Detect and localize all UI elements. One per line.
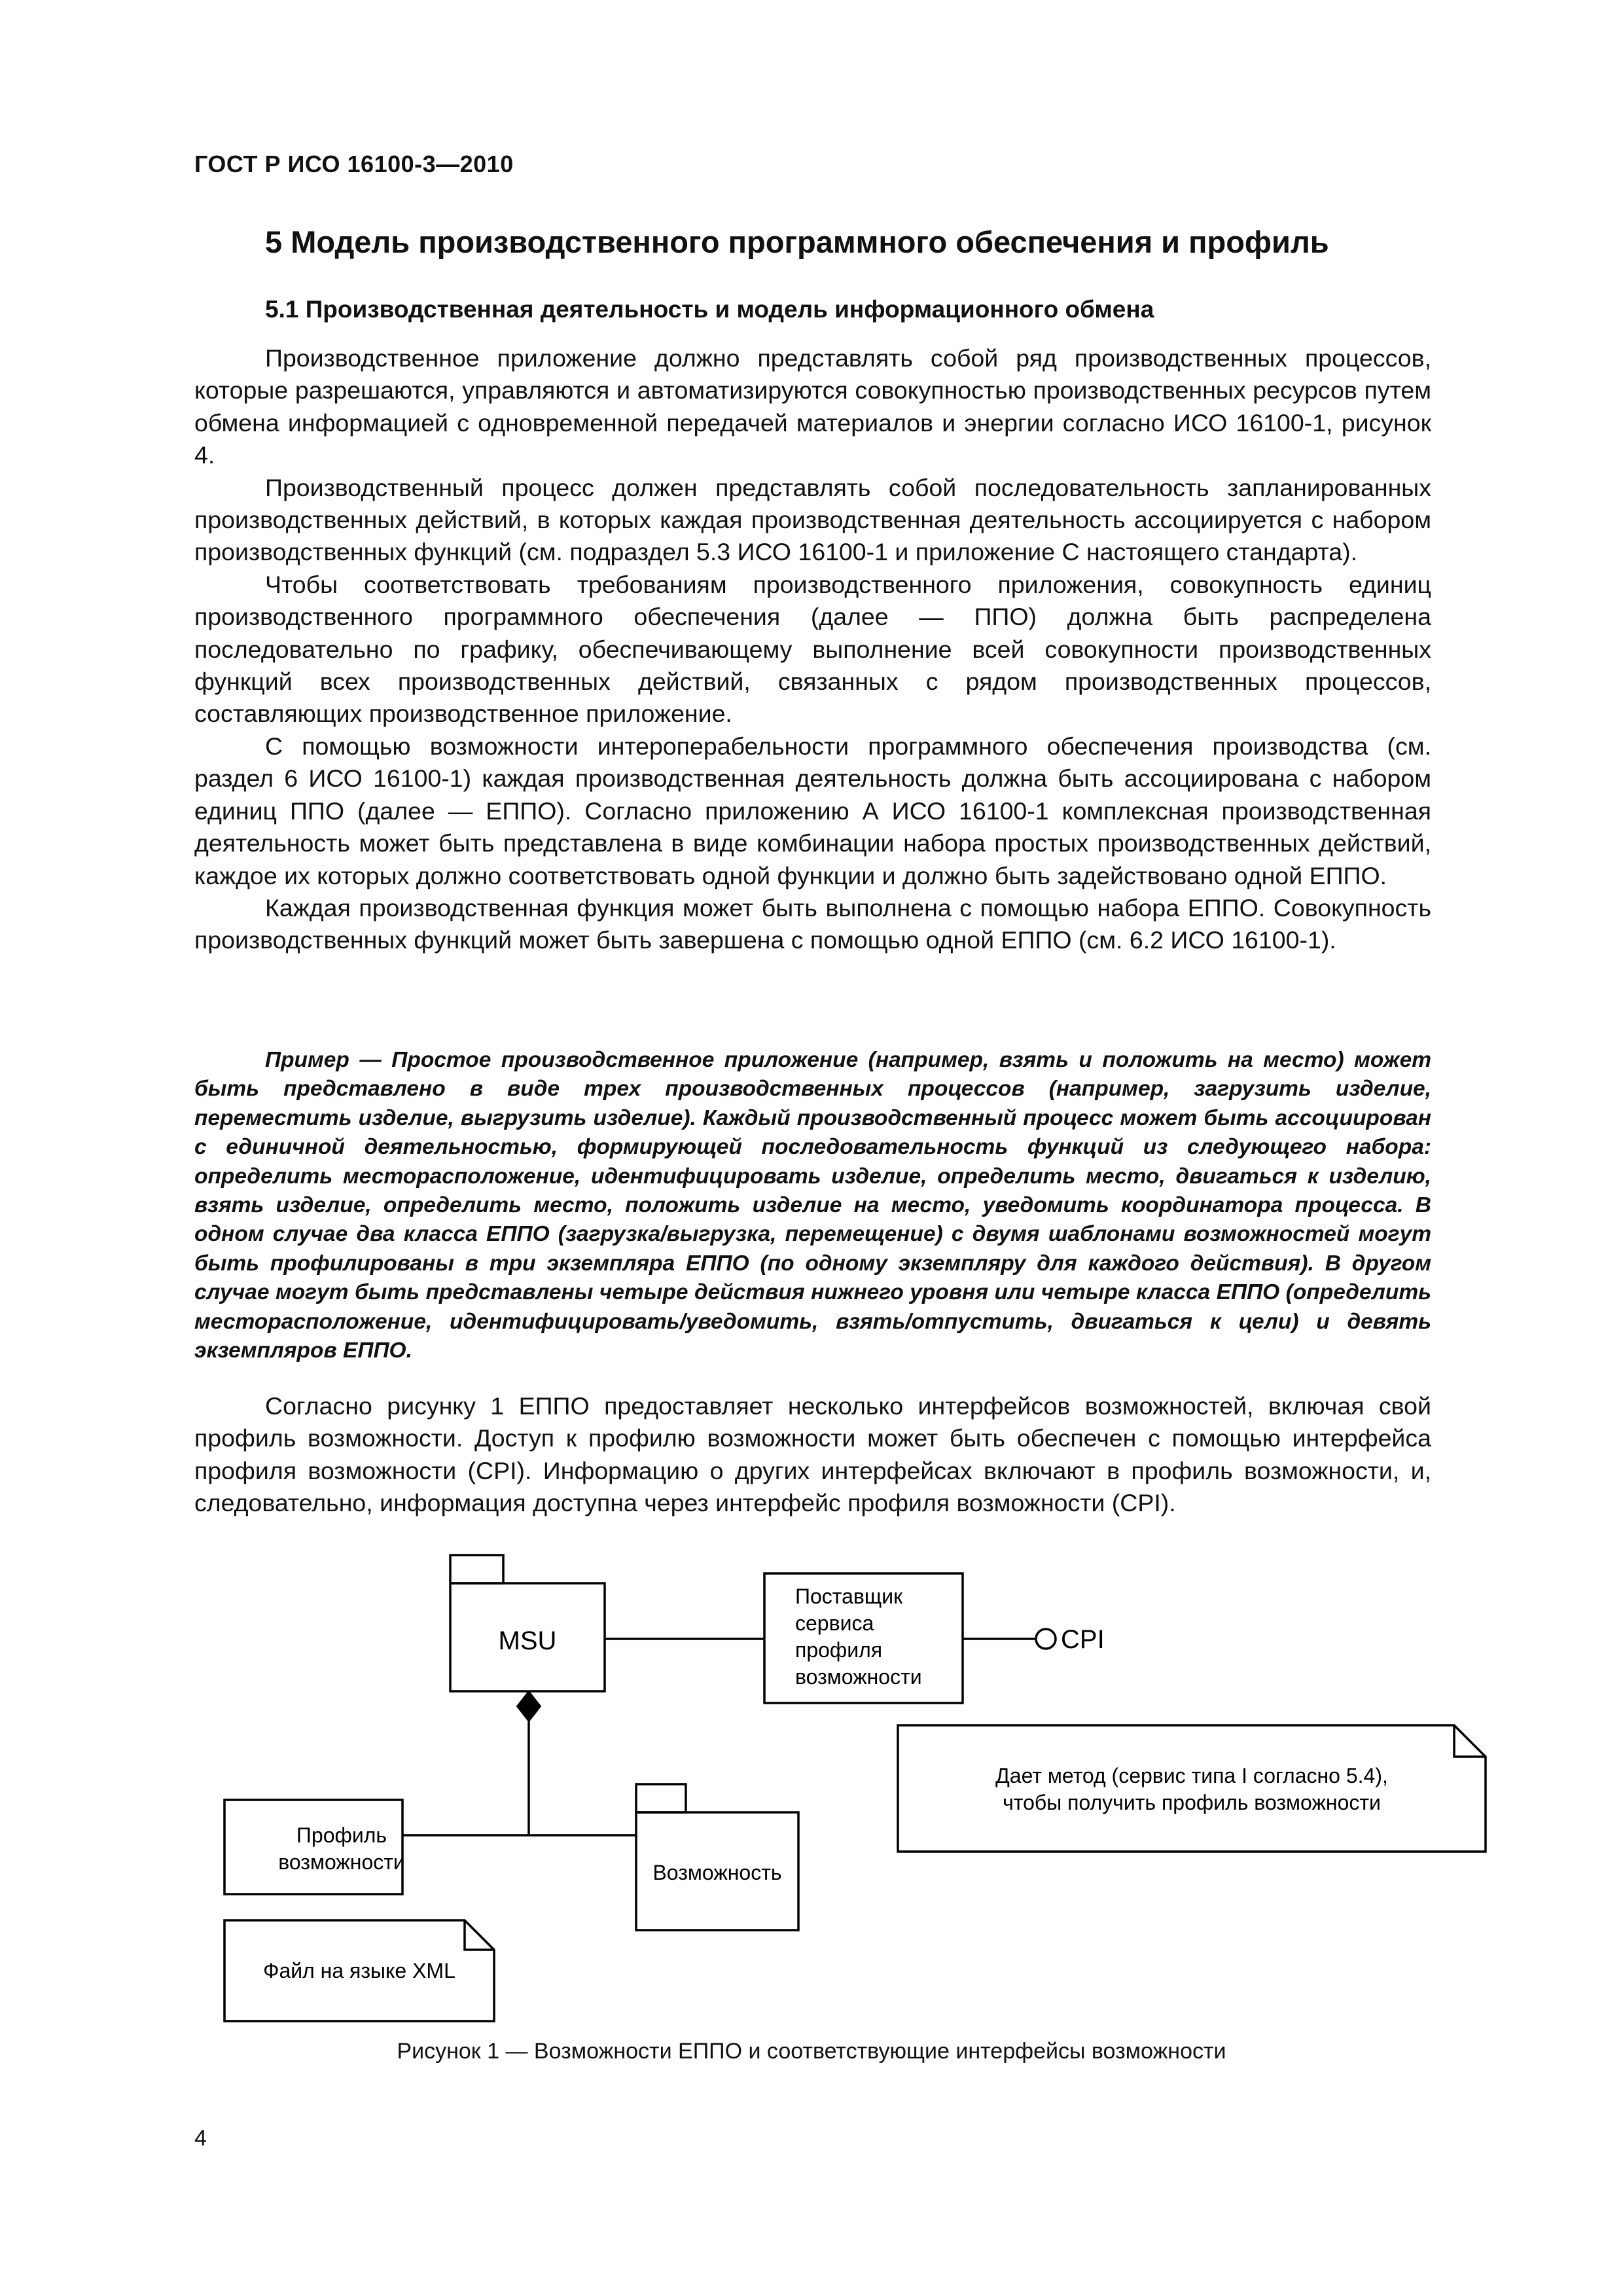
note-line-2: чтобы получить профиль возможности: [1003, 1791, 1381, 1814]
paragraph: С помощью возможности интероперабельности программного обеспечения производства (см. раздел 6 ИСО 16100-1) каждая производственная деятельность должна быть ассоциирована с набором единиц ППО (далее — ЕППО). Согласно приложению А ИСО 16100-1 комплексная производственная деятельность может быть представлена в виде комбинации набора простых производственных действий, каждое их которых должно соответствовать одной функции и должно быть задействовано одной ЕППО.: [194, 732, 1431, 889]
capability-package-tab: [636, 1784, 686, 1812]
profile-label-line-2: возможности: [278, 1850, 405, 1874]
paragraph: Производственный процесс должен представлять собой последовательность запланированных производственных действий, в которых каждая производственная деятельность ассоциируется с набором производственных функций (см. подраздел 5.3 ИСО 16100-1 и приложение С настоящего стандарта).: [194, 473, 1431, 566]
subsection-heading: 5.1 Производственная деятельность и модель информационного обмена: [265, 296, 1154, 323]
page-number: 4: [194, 2126, 207, 2151]
figure-caption: Рисунок 1 — Возможности ЕППО и соответствующие интерфейсы возможности: [397, 2039, 1226, 2064]
provider-label-line-3: профиля: [795, 1638, 883, 1662]
cpi-lollipop-icon: [1036, 1629, 1056, 1649]
msu-package-tab: [450, 1555, 503, 1583]
provider-label-line-1: Поставщик: [795, 1585, 903, 1608]
composition-diamond-icon: [517, 1691, 541, 1721]
provider-label-line-2: сервиса: [795, 1611, 874, 1635]
standard-designation: ГОСТ Р ИСО 16100-3—2010: [194, 151, 514, 177]
paragraph: Каждая производственная функция может быть выполнена с помощью набора ЕППО. Совокупность производственных функций может быть завершена с помощью одной ЕППО (см. 6.2 ИСО 16100-1).: [194, 893, 1431, 954]
profile-label-line-1: Профиль: [296, 1823, 387, 1847]
cpi-label: CPI: [1061, 1625, 1105, 1654]
paragraph: Чтобы соответствовать требованиям производственного приложения, совокупность единиц производственного программного обеспечения (далее — ППО) должна быть распределена последовательно по графику, обеспечивающему выполнение всей совокупности производственных функций всех производственных действий, связанных с рядом производственных процессов, составляющих производственное приложение.: [194, 570, 1431, 728]
note-line-1: Дает метод (сервис типа I согласно 5.4),: [995, 1764, 1388, 1787]
paragraph: Согласно рисунку 1 ЕППО предоставляет несколько интерфейсов возможностей, включая свой профиль возможности. Доступ к профилю возможности может быть обеспечен с помощью интерфейса профиля возможности (CPI). Информацию о других интерфейсах включают в профиль возможности, и, следовательно, информация доступна через интерфейс профиля возможности (CPI).: [194, 1392, 1431, 1517]
example-text: Пример — Простое производственное приложение (например, взять и положить на место) может быть представлено в виде трех производственных процессов (например, загрузить изделие, переместить изделие, выгрузить изделие). Каждый производственный процесс может быть ассоциирован с единичной деятельностью, формирующей последовательность функций из следующего набора: определить месторасположение, идентифицировать изделие, определить место, двигаться к изделию, взять изделие, определить место, положить изделие на место, уведомить координатора процесса. В одном случае два класса ЕППО (загрузка/выгрузка, перемещение) с двумя шаблонами возможностей могут быть профилированы в три экземпляра ЕППО (по одному экземпляру для каждого действия). В другом случае могут быть представлены четыре действия нижнего уровня или четыре класса ЕППО (определить месторасположение, идентифицировать/уведомить, взять/отпустить, двигаться к цели) и девять экземпляров ЕППО.: [194, 1048, 1431, 1363]
msu-label: MSU: [498, 1626, 557, 1655]
section-heading: 5 Модель производственного программного обеспечения и профиль: [265, 224, 1329, 259]
paragraph: Производственное приложение должно представлять собой ряд производственных процессов, которые разрешаются, управляются и автоматизируются совокупностью производственных ресурсов путем обмена информацией с одновременной передачей материалов и энергии согласно ИСО 16100-1, рисунок 4.: [194, 344, 1431, 469]
xml-file-label: Файл на языке XML: [263, 1959, 455, 1982]
capability-label: Возможность: [652, 1861, 782, 1884]
provider-label-line-4: возможности: [795, 1665, 922, 1689]
note-box: [898, 1725, 1486, 1852]
profile-box: [224, 1800, 402, 1894]
